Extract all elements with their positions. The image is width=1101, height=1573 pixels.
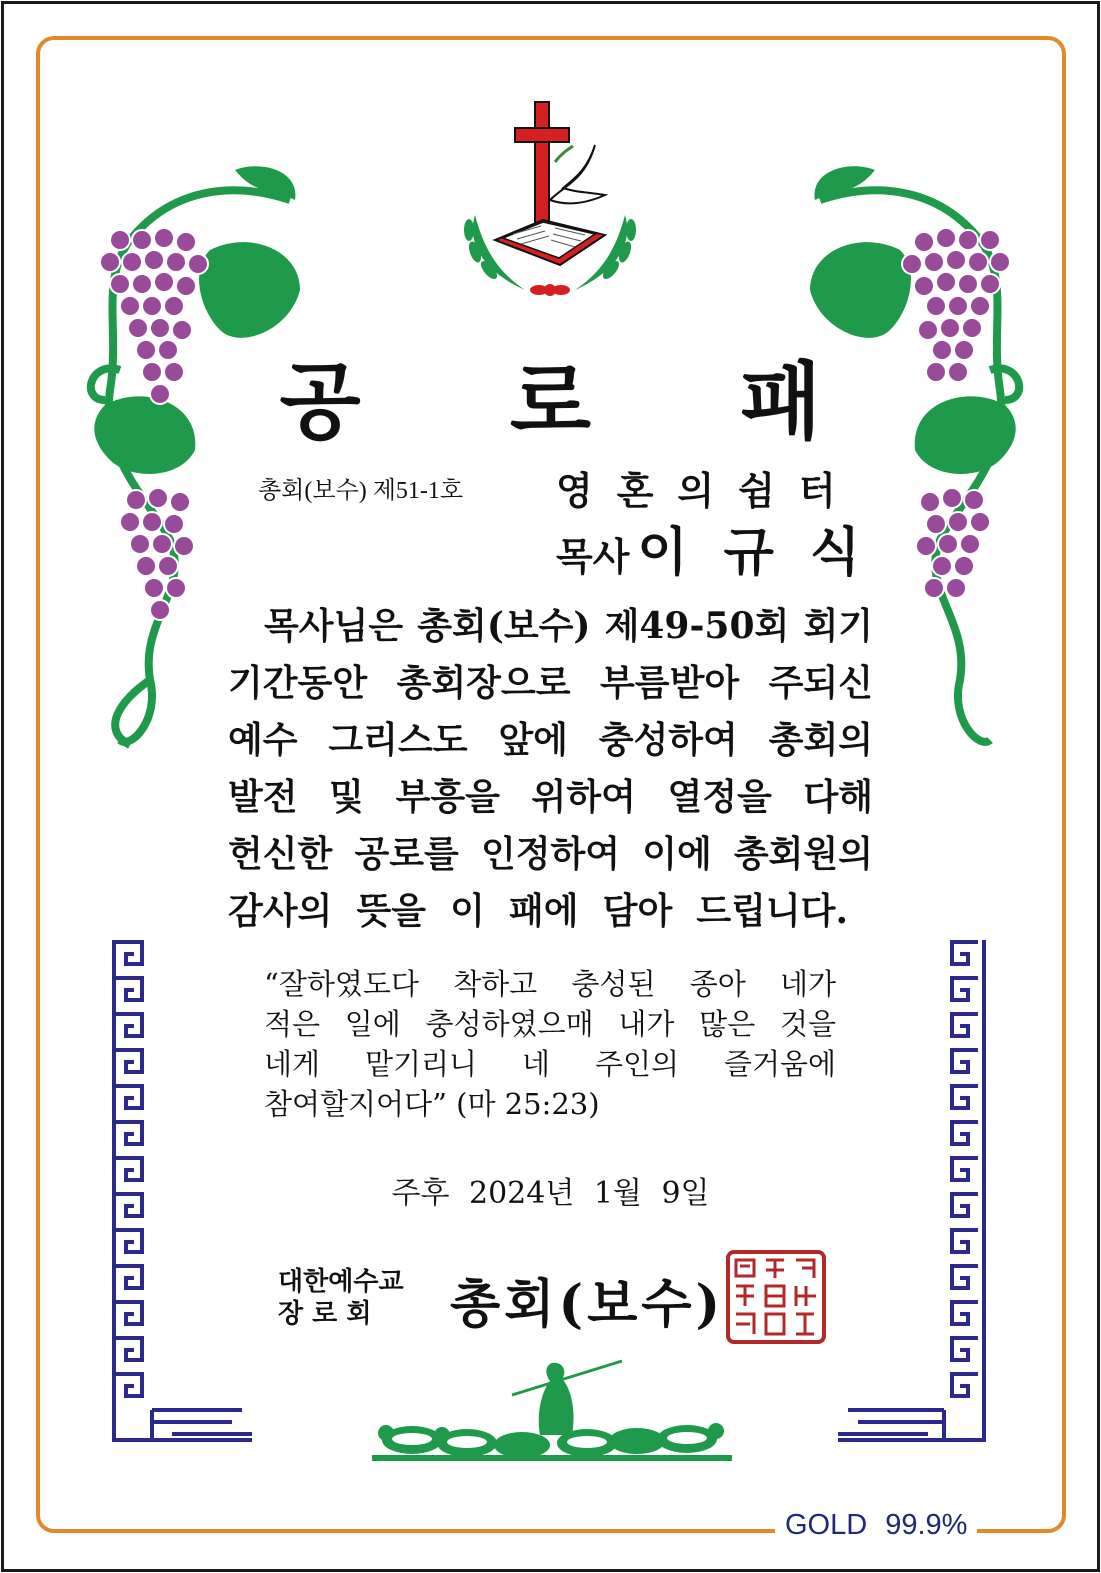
official-seal (726, 1250, 826, 1344)
recipient-name: 이규식 (637, 522, 897, 583)
issuer-line2: 장 로 회 (278, 1299, 372, 1329)
citation-line: 헌신한 공로를 인정하여 이에 총회원의 (228, 833, 873, 875)
quote-line: “잘하였도다 착하고 충성된 종아 네가 (264, 967, 836, 1001)
citation-line: 발전 및 부흥을 위하여 열정을 다해 (228, 776, 873, 818)
quote-line: 네게 맡기리니 네 주인의 즐거움에 (264, 1047, 836, 1081)
gold-purity-mark: GOLD 99.9% (775, 1509, 977, 1542)
issuer-name: 총회(보수) (450, 1274, 725, 1335)
shepherd-flock-illustration (372, 1355, 732, 1475)
serial-number: 총회(보수) 제51-1호 (258, 478, 464, 504)
recipient-title: 목사 (556, 534, 630, 579)
citation-line: 목사님은 총회(보수) 제49-50회 회기 (264, 605, 873, 647)
issuer-line1: 대한예수교 (278, 1267, 404, 1297)
cross-bible-dove-emblem (455, 100, 645, 305)
recipient-line (556, 510, 896, 585)
quote-line: 적은 일에 충성하였으매 내가 많은 것을 (264, 1007, 836, 1041)
citation-line: 예수 그리스도 앞에 충성하여 총회의 (228, 719, 873, 761)
recipient-organization: 영혼의쉼터 (556, 468, 860, 513)
citation-line: 감사의 뜻을 이 패에 담아 드립니다. (228, 890, 848, 932)
scripture-quote (264, 964, 836, 1124)
issuer-denomination (278, 1266, 404, 1330)
quote-line: 참여할지어다” (마 25:23) (264, 1087, 600, 1121)
award-date: 주후 2024년 1월 9일 (391, 1176, 710, 1211)
citation-body (228, 598, 873, 940)
citation-line: 기간동안 총회장으로 부름받아 주되신 (228, 662, 873, 704)
page-title: 공 로 패 (279, 352, 882, 451)
